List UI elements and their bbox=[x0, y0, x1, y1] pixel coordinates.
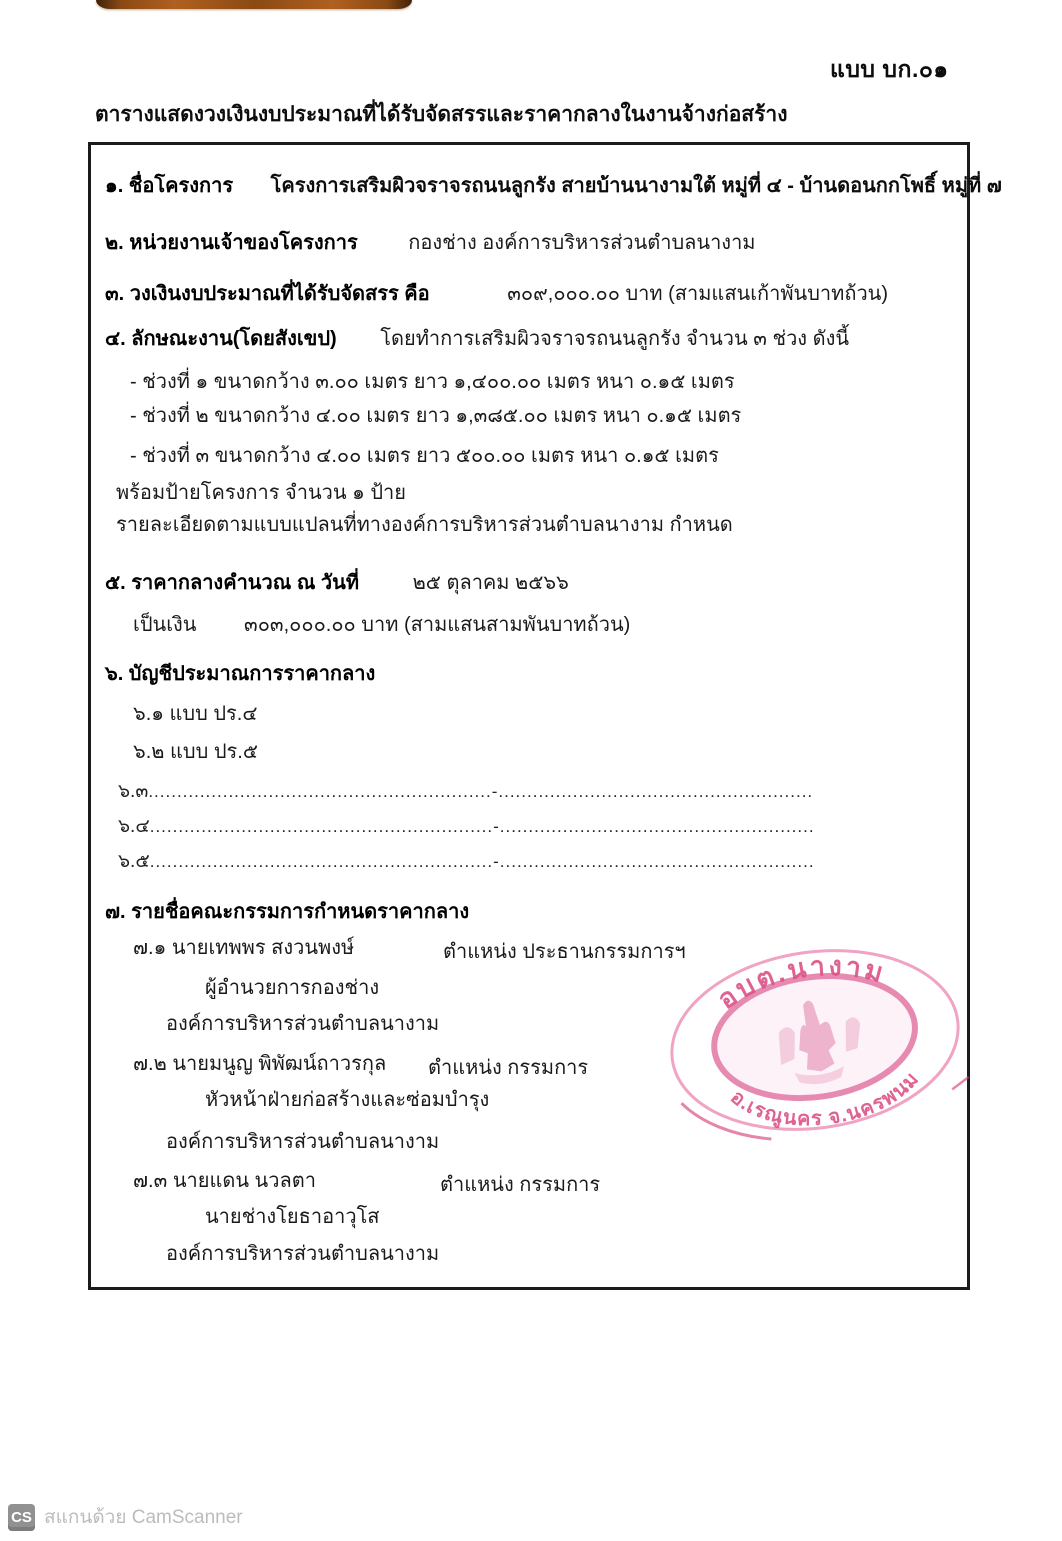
blank-row-dots: ............................................................-....................................................... bbox=[148, 782, 814, 801]
item3-row bbox=[105, 281, 888, 307]
scan-artifact-wood-strip bbox=[96, 0, 412, 9]
item4-detail-row: - ช่วงที่ ๒ ขนาดกว้าง ๔.๐๐ เมตร ยาว ๑,๓๘๕.๐๐ เมตร หนา ๐.๑๕ เมตร bbox=[130, 405, 742, 427]
item3-value: ๓๐๙,๐๐๐.๐๐ บาท (สามแสนเก้าพันบาทถ้วน) bbox=[507, 283, 889, 305]
item2-label: ๒. หน่วยงานเจ้าของโครงการ bbox=[105, 232, 358, 254]
committee-member-position: ตำแหน่ง กรรมการ bbox=[428, 1057, 589, 1079]
item2-value: กองช่าง องค์การบริหารส่วนตำบลนางาม bbox=[408, 232, 756, 254]
committee-member-org: องค์การบริหารส่วนตำบลนางาม bbox=[166, 1131, 440, 1153]
committee-member-title: นายช่างโยธาอาวุโส bbox=[205, 1206, 380, 1228]
item1-label: ๑. ชื่อโครงการ bbox=[105, 175, 234, 197]
stamp-stray-dash bbox=[951, 1077, 970, 1089]
blank-row-prefix: ๖.๓ bbox=[118, 781, 149, 802]
committee-member-org: องค์การบริหารส่วนตำบลนางาม bbox=[166, 1243, 440, 1265]
blank-row-prefix: ๖.๔ bbox=[118, 816, 150, 837]
item1-value: โครงการเสริมผิวจราจรถนนลูกรัง สายบ้านนางามใต้ หมู่ที่ ๔ - บ้านดอนกกโพธิ์ หมู่ที่ ๗ bbox=[270, 175, 1002, 197]
committee-member-position: ตำแหน่ง กรรมการ bbox=[440, 1174, 601, 1196]
camscanner-watermark bbox=[8, 1502, 243, 1532]
item5-label: ๕. ราคากลางคำนวณ ณ วันที่ bbox=[105, 572, 360, 594]
blank-row-prefix: ๖.๕ bbox=[118, 851, 150, 872]
item6-blank-row bbox=[118, 778, 813, 805]
item4-detail-row: - ช่วงที่ ๑ ขนาดกว้าง ๓.๐๐ เมตร ยาว ๑,๔๐๐.๐๐ เมตร หนา ๐.๑๕ เมตร bbox=[130, 371, 735, 393]
camscanner-text: สแกนด้วย CamScanner bbox=[44, 1507, 243, 1528]
committee-member-title: หัวหน้าฝ่ายก่อสร้างและซ่อมบำรุง bbox=[205, 1089, 490, 1111]
blank-row-dots: ............................................................-....................................................... bbox=[149, 852, 815, 871]
item5-amount-value: ๓๐๓,๐๐๐.๐๐ บาท (สามแสนสามพันบาทถ้วน) bbox=[244, 614, 631, 636]
item6-blank-row bbox=[118, 848, 815, 875]
item6-label: ๖. บัญชีประมาณการราคากลาง bbox=[105, 663, 376, 685]
committee-member-name: ๗.๒ นายมนูญ พิพัฒน์ถาวรกุล bbox=[133, 1053, 387, 1075]
item5-row bbox=[105, 570, 569, 596]
committee-member-title: ผู้อำนวยการกองช่าง bbox=[205, 977, 380, 999]
item4-row bbox=[105, 326, 849, 352]
item1-row bbox=[105, 173, 1002, 199]
blank-row-dots: ............................................................-....................................................... bbox=[149, 817, 815, 836]
item6-blank-row bbox=[118, 813, 815, 840]
committee-member-name: ๗.๓ นายแดน นวลตา bbox=[133, 1170, 316, 1192]
item4-value: โดยทำการเสริมผิวจราจรถนนลูกรัง จำนวน ๓ ช่วง ดังนี้ bbox=[380, 328, 850, 350]
document-title: ตารางแสดงวงเงินงบประมาณที่ได้รับจัดสรรและราคากลางในงานจ้างก่อสร้าง bbox=[95, 103, 788, 126]
item4-detail-row: - ช่วงที่ ๓ ขนาดกว้าง ๔.๐๐ เมตร ยาว ๕๐๐.๐๐ เมตร หนา ๐.๑๕ เมตร bbox=[130, 445, 719, 467]
item6-sub-row: ๖.๒ แบบ ปร.๕ bbox=[133, 741, 258, 763]
committee-member-name: ๗.๑ นายเทพพร สงวนพงษ์ bbox=[133, 937, 355, 959]
stamp-text-bottom: อ.เรณูนคร จ.นครพนม bbox=[726, 1067, 924, 1131]
stamp-text-top: อบต.นางาม bbox=[712, 950, 890, 1015]
item5-date: ๒๕ ตุลาคม ๒๕๖๖ bbox=[412, 572, 569, 594]
item5-amount-row bbox=[133, 612, 630, 638]
item2-row bbox=[105, 230, 756, 256]
committee-member-position: ตำแหน่ง ประธานกรรมการฯ bbox=[443, 941, 686, 963]
item6-sub-row: ๖.๑ แบบ ปร.๔ bbox=[133, 703, 258, 725]
item3-label: ๓. วงเงินงบประมาณที่ได้รับจัดสรร คือ bbox=[105, 283, 430, 305]
item7-label: ๗. รายชื่อคณะกรรมการกำหนดราคากลาง bbox=[105, 901, 470, 923]
item4-label: ๔. ลักษณะงาน(โดยสังเขป) bbox=[105, 328, 337, 350]
committee-member-org: องค์การบริหารส่วนตำบลนางาม bbox=[166, 1013, 440, 1035]
item4-detail-row: รายละเอียดตามแบบแปลนที่ทางองค์การบริหารส่วนตำบลนางาม กำหนด bbox=[116, 514, 733, 536]
item5-amount-label: เป็นเงิน bbox=[133, 614, 197, 636]
camscanner-logo-icon: CS bbox=[8, 1504, 35, 1531]
form-code: แบบ บก.๐๑ bbox=[830, 56, 949, 82]
item4-detail-row: พร้อมป้ายโครงการ จำนวน ๑ ป้าย bbox=[116, 482, 407, 504]
